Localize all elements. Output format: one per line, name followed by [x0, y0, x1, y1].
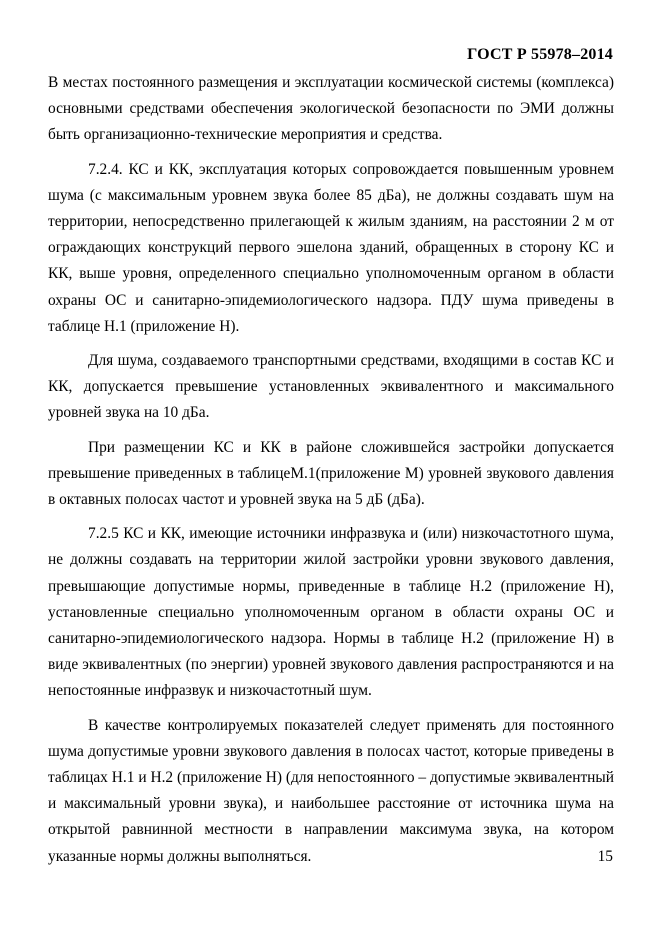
- paragraph-emi-measures: В местах постоянного размещения и эксплуатации космической системы (комплекса) основными средствами обеспечения экологической безопасности по ЭМИ должны быть организационно-технические мероприятия и средства.: [48, 74, 614, 144]
- paragraph-7-2-4: 7.2.4. КС и КК, эксплуатация которых сопровождается повышенным уровнем шума (с максимальным уровнем звука более 85 дБа), не должны создавать шум на территории, непосредственно прилегающей к жилым зданиям, на расстоянии 2 м от ограждающих конструкций первого эшелона зданий, обращенных в сторону КС и КК, выше уровня, определенного специально уполномоченным органом в области охраны ОС и санитарно-эпидемиологического надзора. ПДУ шума приведены в таблице Н.1 (приложение Н).: [48, 160, 614, 335]
- paragraph-transport-noise: Для шума, создаваемого транспортными средствами, входящими в состав КС и КК, допускается превышение установленных эквивалентного и максимального уровней звука на 10 дБа.: [48, 352, 614, 422]
- paragraph-7-2-5: 7.2.5 КС и КК, имеющие источники инфразвука и (или) низкочастотного шума, не должны создавать на территории жилой застройки уровни звукового давления, превышающие допустимые нормы, приведенные в таблице Н.2 (приложение Н), установленные специально уполномоченным органом в области охраны ОС и санитарно-эпидемиологического надзора. Нормы в таблице Н.2 (приложение Н) в виде эквивалентных (по энергии) уровней звукового давления распространяются и на непостоянные инфразвук и низкочастотный шум.: [48, 525, 614, 700]
- paragraph-existing-development: При размещении КС и КК в районе сложившейся застройки допускается превышение приведенных в таблицеМ.1(приложение М) уровней звукового давления в октавных полосах частот и уровней звука на 5 дБ (дБа).: [48, 438, 614, 509]
- document-code-header: ГОСТ Р 55978–2014: [467, 46, 613, 63]
- page-number: 15: [597, 848, 613, 865]
- document-body: [48, 70, 614, 878]
- paragraph-controlled-indicators: В качестве контролируемых показателей следует применять для постоянного шума допустимые уровни звукового давления в полосах частот, которые приведены в таблицах Н.1 и Н.2 (приложение Н) (для непостоянного – допустимые эквивалентный и максимальный уровни звука), и наибольшее расстояние от источника шума на открытой равнинной местности в направлении максимума звука, на котором указанные нормы должны выполняться.: [48, 716, 614, 865]
